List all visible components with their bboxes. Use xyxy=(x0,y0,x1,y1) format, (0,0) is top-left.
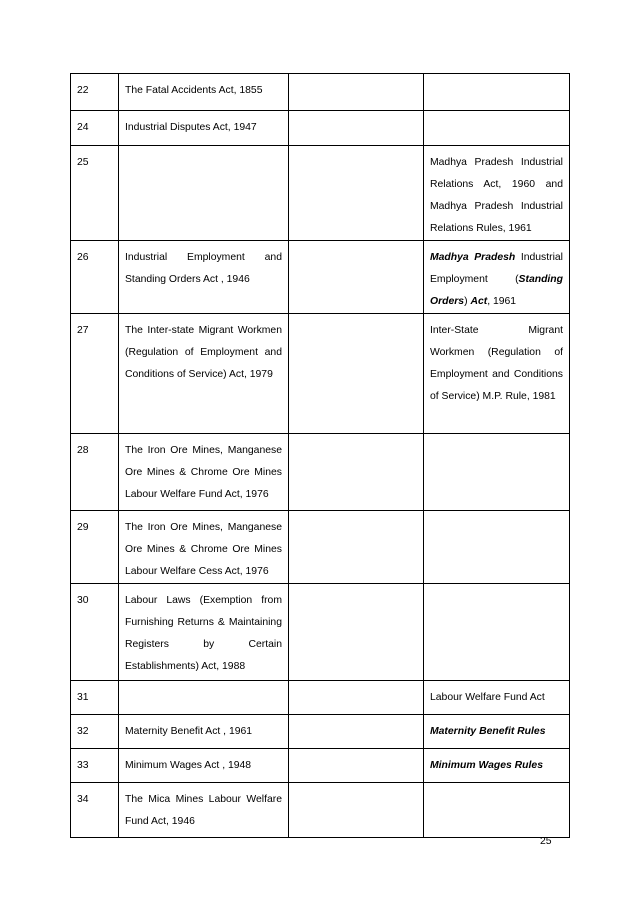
empty-cell xyxy=(289,146,424,241)
state-act-part: Standing Orders xyxy=(430,274,563,307)
table-row xyxy=(71,584,570,681)
row-number: 29 xyxy=(71,511,119,584)
state-act-cell xyxy=(424,74,570,111)
state-act-cell: Maternity Benefit Rules xyxy=(424,715,570,749)
state-act-cell xyxy=(424,511,570,584)
state-act-cell xyxy=(424,434,570,511)
empty-cell xyxy=(289,511,424,584)
central-act-cell: The Inter-state Migrant Workmen (Regulation of Employment and Conditions of Service) Act, 1979 xyxy=(119,314,289,434)
state-act-cell xyxy=(424,783,570,838)
empty-cell xyxy=(289,681,424,715)
table-row xyxy=(71,434,570,511)
empty-cell xyxy=(289,434,424,511)
table-row xyxy=(71,749,570,783)
central-act-cell: Labour Laws (Exemption from Furnishing Returns & Maintaining Registers by Certain Establishments) Act, 1988 xyxy=(119,584,289,681)
table-row xyxy=(71,783,570,838)
row-number: 31 xyxy=(71,681,119,715)
laws-table xyxy=(70,73,570,838)
table-row xyxy=(71,681,570,715)
empty-cell xyxy=(289,241,424,314)
table-row xyxy=(71,74,570,111)
row-number: 28 xyxy=(71,434,119,511)
row-number: 24 xyxy=(71,111,119,146)
central-act-cell: Maternity Benefit Act , 1961 xyxy=(119,715,289,749)
state-act-cell xyxy=(424,241,570,314)
central-act-cell: The Iron Ore Mines, Manganese Ore Mines & Chrome Ore Mines Labour Welfare Cess Act, 1976 xyxy=(119,511,289,584)
state-act-cell xyxy=(424,111,570,146)
row-number: 25 xyxy=(71,146,119,241)
empty-cell xyxy=(289,783,424,838)
state-act-cell xyxy=(424,584,570,681)
central-act-cell: The Mica Mines Labour Welfare Fund Act, 1946 xyxy=(119,783,289,838)
central-act-cell: Industrial Employment and Standing Orders Act , 1946 xyxy=(119,241,289,314)
table-row xyxy=(71,314,570,434)
row-number: 33 xyxy=(71,749,119,783)
empty-cell xyxy=(289,584,424,681)
state-act-part: , 1961 xyxy=(487,296,517,307)
state-act-part: Industrial Employment ( xyxy=(430,252,563,285)
state-act-cell: Madhya Pradesh Industrial Relations Act, 1960 and Madhya Pradesh Industrial Relations Rules, 1961 xyxy=(424,146,570,241)
central-act-cell xyxy=(119,681,289,715)
table-row xyxy=(71,111,570,146)
state-act-part: Madhya Pradesh xyxy=(430,252,516,263)
state-act-cell: Labour Welfare Fund Act xyxy=(424,681,570,715)
empty-cell xyxy=(289,314,424,434)
central-act-cell xyxy=(119,146,289,241)
table-row xyxy=(71,715,570,749)
state-act-cell: Inter-State Migrant Workmen (Regulation of Employment and Conditions of Service) M.P. Rule, 1981 xyxy=(424,314,570,434)
central-act-cell: The Fatal Accidents Act, 1855 xyxy=(119,74,289,111)
empty-cell xyxy=(289,715,424,749)
empty-cell xyxy=(289,749,424,783)
page-number: 25 xyxy=(540,836,552,847)
state-act-cell: Minimum Wages Rules xyxy=(424,749,570,783)
row-number: 34 xyxy=(71,783,119,838)
state-act-part: ) xyxy=(464,296,471,307)
central-act-cell: The Iron Ore Mines, Manganese Ore Mines & Chrome Ore Mines Labour Welfare Fund Act, 1976 xyxy=(119,434,289,511)
empty-cell xyxy=(289,111,424,146)
row-number: 27 xyxy=(71,314,119,434)
central-act-cell: Minimum Wages Act , 1948 xyxy=(119,749,289,783)
row-number: 32 xyxy=(71,715,119,749)
row-number: 22 xyxy=(71,74,119,111)
state-act-part: Act xyxy=(470,296,488,307)
table-row xyxy=(71,241,570,314)
central-act-cell: Industrial Disputes Act, 1947 xyxy=(119,111,289,146)
empty-cell xyxy=(289,74,424,111)
table-row xyxy=(71,511,570,584)
row-number: 30 xyxy=(71,584,119,681)
table-row xyxy=(71,146,570,241)
row-number: 26 xyxy=(71,241,119,314)
